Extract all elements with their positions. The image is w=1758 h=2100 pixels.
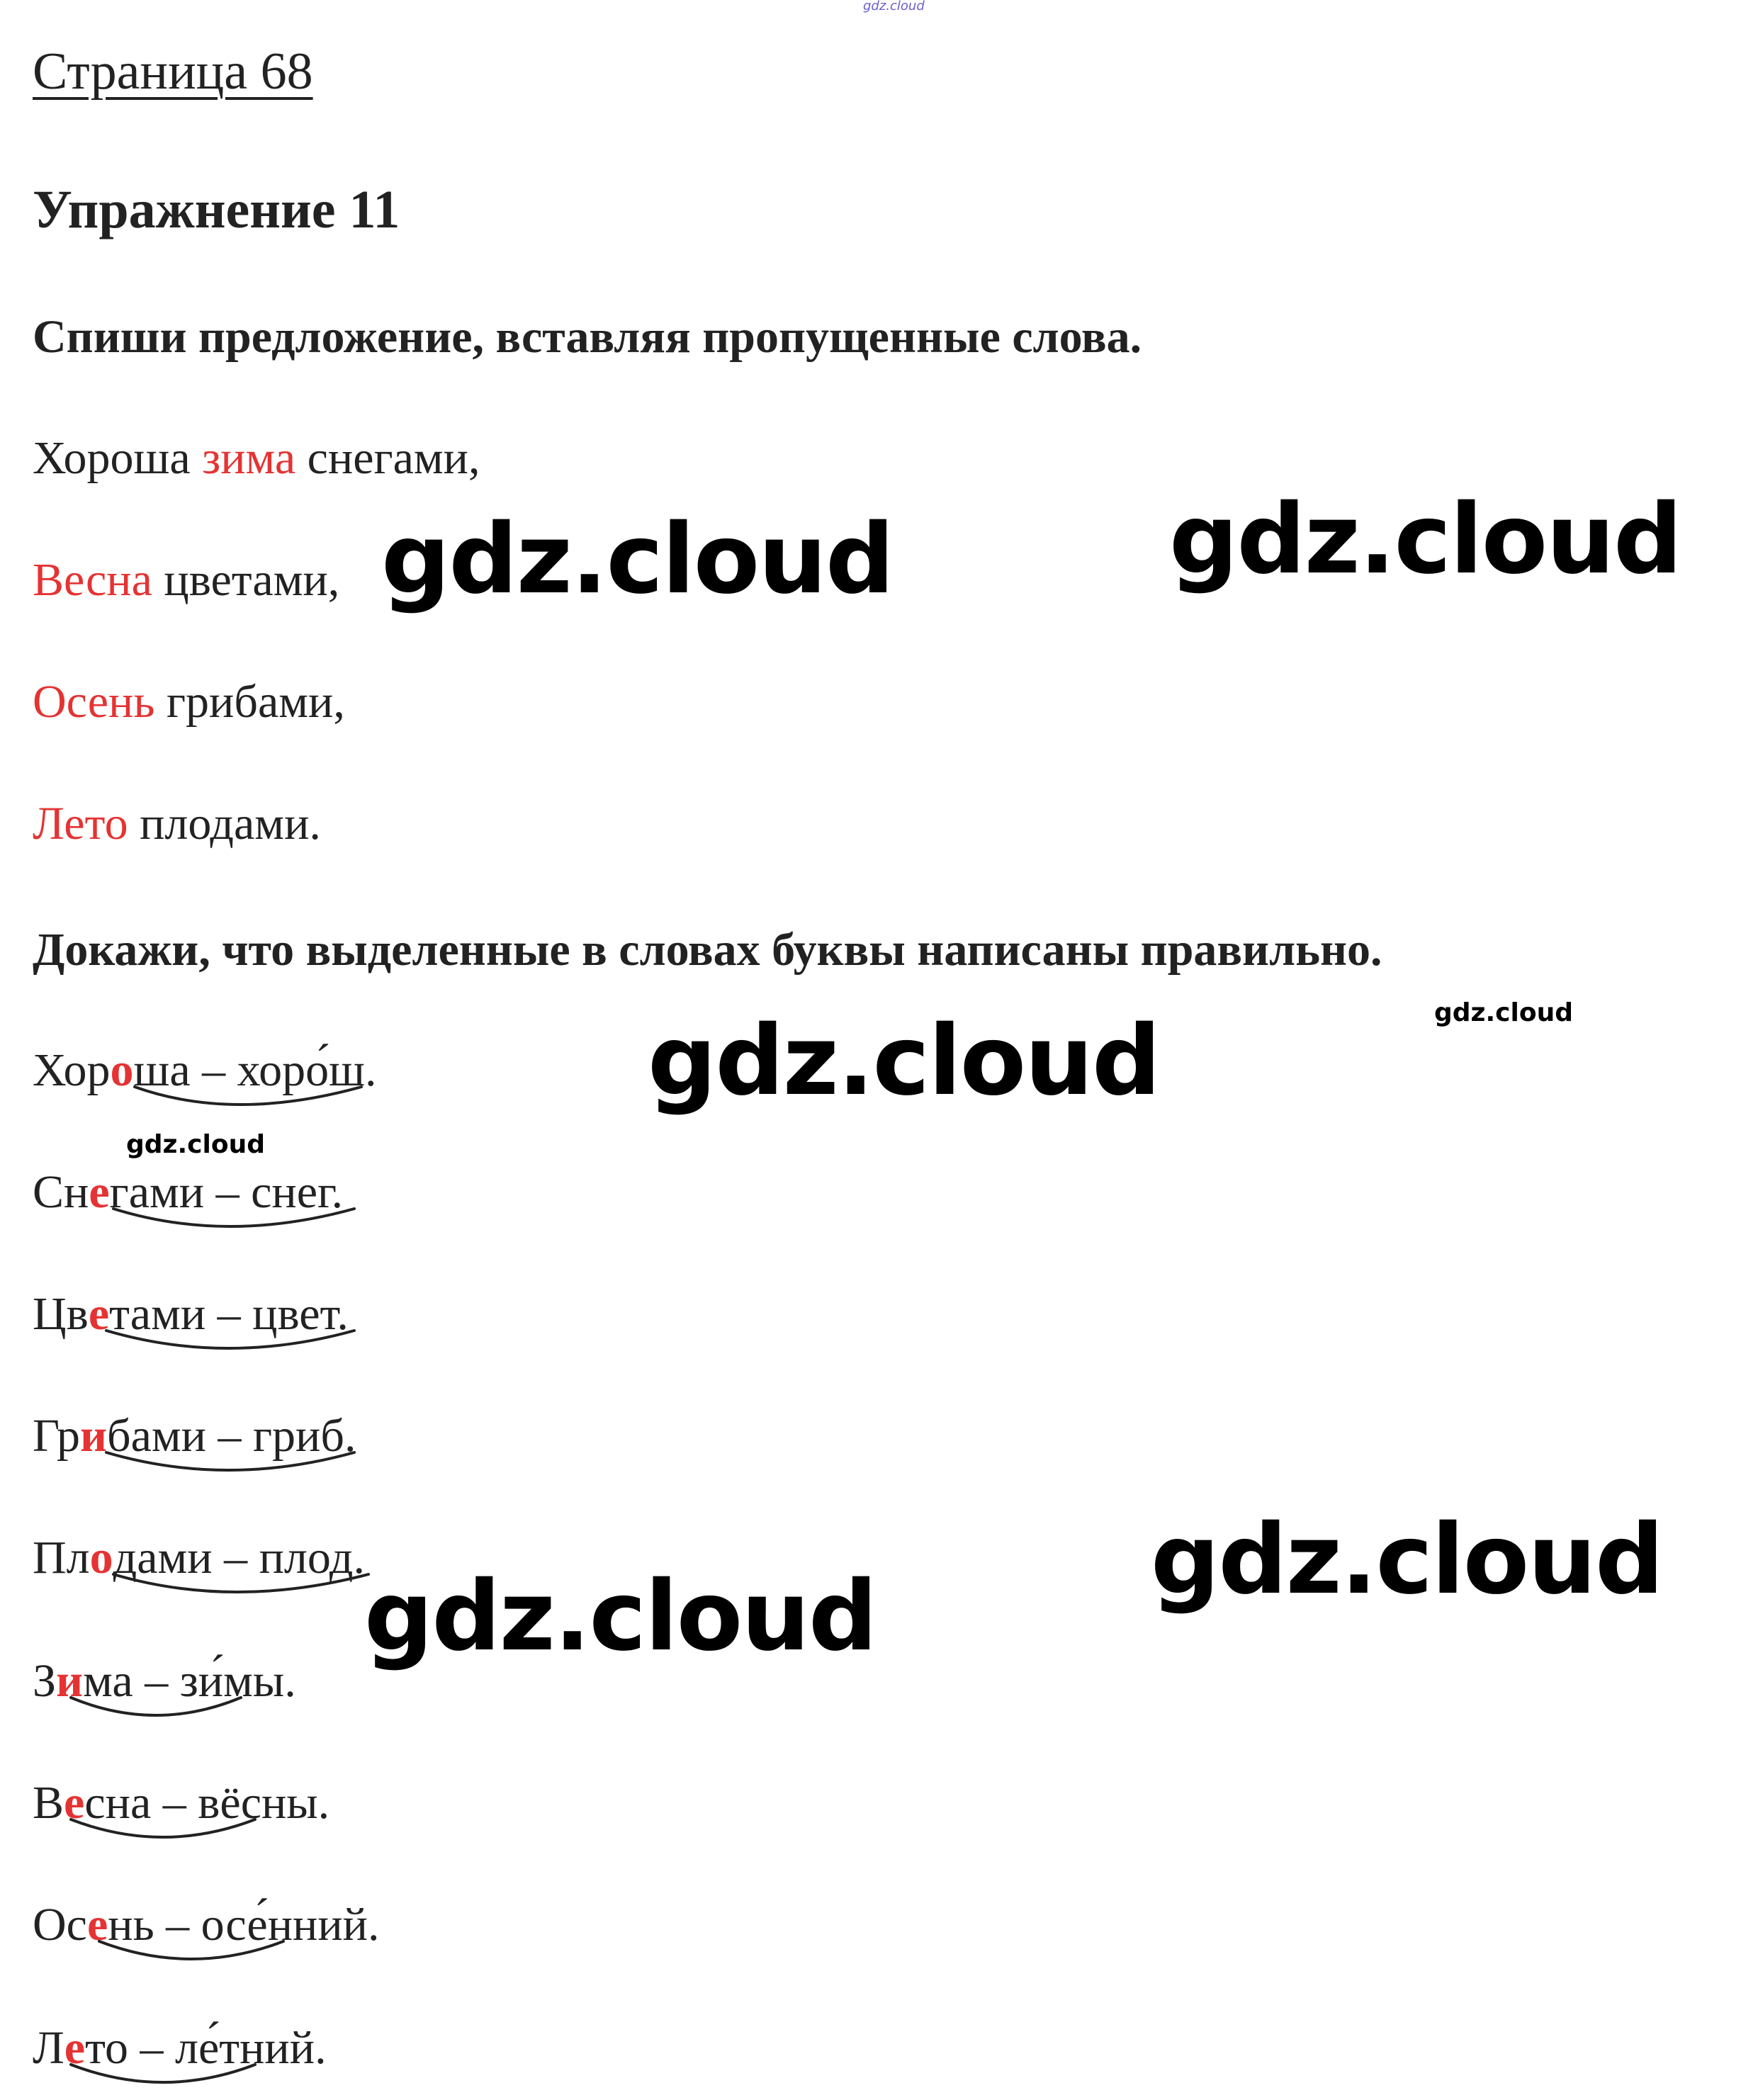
inserted-word: Весна: [33, 554, 152, 606]
proof-text: Гр: [33, 1410, 80, 1462]
proof-text: бами – гриб.: [107, 1410, 356, 1462]
poem-text: Хороша: [33, 432, 203, 484]
highlighted-letter: о: [110, 1044, 134, 1096]
proof-text: Хор: [33, 1044, 111, 1096]
task-instruction-2: Докажи, что выделенные в словах буквы написаны правильно.: [33, 924, 1382, 976]
root-arc: [106, 1452, 354, 1470]
root-arc: [71, 2065, 255, 2082]
inserted-word: Осень: [33, 676, 155, 728]
proof-text: дами – плод.: [113, 1532, 366, 1584]
watermark-5: gdz.cloud: [126, 1130, 265, 1159]
highlighted-letter: и: [80, 1410, 108, 1462]
watermark-4: gdz.cloud: [648, 1005, 1160, 1117]
proof-text: З: [33, 1655, 57, 1707]
poem-text: грибами,: [154, 676, 345, 728]
highlighted-letter: е: [86, 1899, 108, 1951]
poem-text: цветами,: [152, 554, 340, 606]
watermark-2: gdz.cloud: [1169, 484, 1681, 596]
highlighted-letter: о: [89, 1532, 113, 1584]
proof-text: ша – хоро́ш.: [133, 1044, 377, 1096]
root-arc: [135, 1087, 361, 1105]
root-arc: [71, 1698, 241, 1715]
proof-text: сна – вёсны.: [84, 1777, 330, 1829]
proof-text: Сн: [33, 1166, 89, 1218]
poem-text: снегами,: [295, 432, 480, 484]
watermark-1: gdz.cloud: [381, 504, 894, 616]
proof-text: Цв: [33, 1288, 89, 1340]
watermark-3: gdz.cloud: [1434, 998, 1573, 1027]
watermark-6: gdz.cloud: [1151, 1504, 1663, 1616]
page-title: Страница 68: [33, 43, 313, 101]
watermark-top: gdz.cloud: [863, 0, 925, 13]
proof-text: то – ле́тний.: [85, 2022, 327, 2074]
poem-text: плодами.: [128, 798, 321, 849]
task-instruction-1: Спиши предложение, вставляя пропущенные слова.: [33, 311, 1142, 363]
root-arc: [106, 1331, 354, 1348]
root-arc: [113, 1209, 354, 1226]
root-arc: [71, 1819, 255, 1837]
proof-text: гами – снег.: [109, 1166, 344, 1218]
proof-text: Л: [33, 2022, 64, 2074]
highlighted-letter: е: [64, 1777, 85, 1829]
highlighted-letter: и: [56, 1655, 84, 1707]
exercise-title: Упражнение 11: [33, 180, 400, 239]
watermark-7: gdz.cloud: [364, 1561, 877, 1673]
proof-text: Ос: [33, 1899, 87, 1951]
highlighted-letter: е: [64, 2022, 86, 2074]
inserted-word: зима: [202, 432, 296, 484]
highlighted-letter: е: [89, 1166, 110, 1218]
proof-text: Пл: [33, 1532, 90, 1584]
root-arc: [99, 1941, 283, 1959]
proof-text: нь – осе́нний.: [108, 1899, 380, 1951]
inserted-word: Лето: [33, 798, 128, 849]
proof-text: В: [33, 1777, 64, 1829]
proof-text: ма – зи́мы.: [83, 1655, 296, 1707]
highlighted-letter: е: [88, 1288, 110, 1340]
root-arc: [113, 1574, 368, 1592]
proof-text: тами – цвет.: [109, 1288, 349, 1340]
